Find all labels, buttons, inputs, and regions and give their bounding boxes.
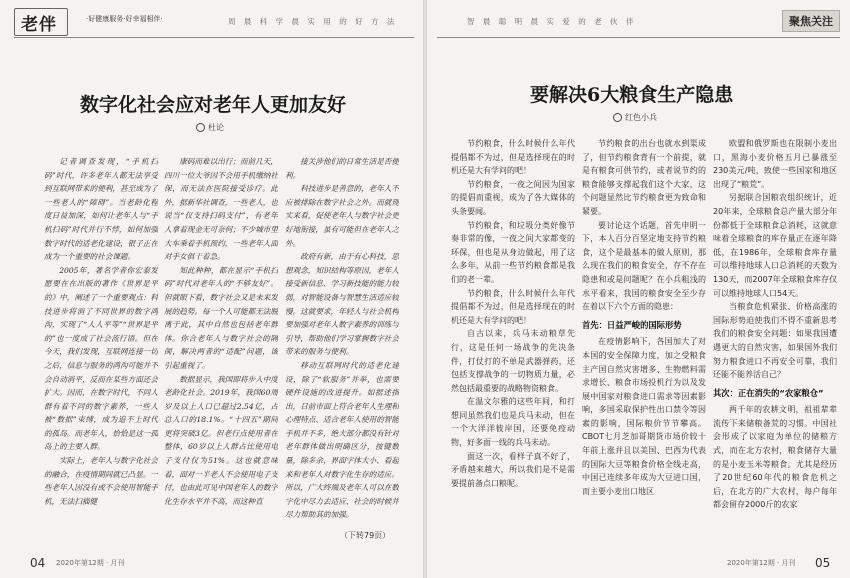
paragraph: 在温文尔雅的这些年间，和打想同虽然我们也是兵马未动，但在一个大洋洋彼岸国，还要免疫动物，好多面一线的兵马未动。 <box>451 397 575 448</box>
right-page <box>427 0 850 578</box>
paragraph: 实际上，老年人与数字化社会的融合，在疫情期间就已凸显。一些老年人因没有或不会使用智能手机，无法扫描健 <box>44 456 158 506</box>
paragraph: 要讨论这个话题，首先申明一下，本人百分百坚定地支持节约粮食，这个是最基本的做人原则，那么现在我们的粮食安全，存不存在隐患和或是问题呢？在小兵粗浅的水平看来，我国的粮食安全至少存在着以下六个方面的隐患： <box>582 220 706 312</box>
article-column-3 <box>285 155 399 525</box>
paragraph: 政府有新，由于有心科技，思想观念，知识结构等原因，老年人接受新信息、学习新技能的能力较弱，对智能设备与智慧生活适应较慢。这就要求，年轻人与社会机构要加强对老年人数字素养的训练与引导，帮助他们学习掌握数字社会带来的服务与便利。 <box>285 252 399 357</box>
paragraph: 节约粮食的出台也就水到渠成了，但节约粮食背有一个前提，就是有粮食可供节约，或者说节约的粮食能够支撑起我们这个大家，这个问题显然比节约粮食更为致命和紧要。 <box>582 139 706 216</box>
byline-circle-icon <box>196 123 205 132</box>
paragraph: 两千年的农耕文明，祖祖辈辈流传下来储粮备荒的习惯。中国社会形成了以家庭为单位的储粮方式，而在北方农村，粮食储存大量的是小麦玉米等粮食。尤其是经历了20世纪60年代的粮食危机之后，在北方的广大农村，每户每年都会留存2000斤的农家 <box>713 405 837 510</box>
header-rule <box>437 37 840 38</box>
paragraph: 节约粮食，什么时候什么年代提倡都不为过，但是选择现在的时机还是大有学问的吧！ <box>451 288 575 325</box>
paragraph: 另据联合国粮农组织统计，近20年来，全球粮食总产量大部分年份都低于全球粮食总消耗，这就意味着全球粮食的库存量正在逐年降低，在1986年，全球粮食库存量可以维持地球人口总消耗的天数为130天，而2007年全球粮食库存仅可以维持地球人口54天。 <box>713 193 837 298</box>
paragraph: 接关涉他们的日常生活是否便利。 <box>285 157 399 180</box>
article-column-2 <box>164 155 278 547</box>
author-name: 杜论 <box>208 123 224 132</box>
running-header-right: 智 晨 聪 明 晨 实 爱 的 老 伙 伴 <box>467 17 637 26</box>
paragraph: 康码而难以出行；而前几天，四川一位大爷因不会用手机缴纳社保，而无法在医院接受诊疗。此外，据新华社调查，一些老人，也说当“仅支持扫码支付”，有老年人拿着现金无可奈何；不少城市里大车乘着手机预约，一些老年人面对手女俱干着急。 <box>164 157 278 262</box>
masthead-tagline: ·好健康服务·好幸福相伴· <box>86 15 163 23</box>
header-rule <box>14 37 414 38</box>
paragraph: 面这一次，看样子真不好了，矛盾越来越大，所以我们是不是需要提前备点口粮呢。 <box>451 451 575 488</box>
page-number-left: 04 <box>30 556 46 570</box>
article-column-3 <box>713 137 837 547</box>
paragraph: 自古以来，兵马未动粮草先行，这是任何一场战争的先决条件，打仗打的不单是武器弹药，还包括支撑战争的一切物质力量，必然包括最重要的战略物资粮食。 <box>451 329 575 393</box>
section-tab: 聚焦关注 <box>782 10 840 32</box>
section-subhead: 其次：正在消失的“农家粮仓” <box>713 387 824 398</box>
paragraph: 欧盟和俄罗斯也在限制小麦出口，黑海小麦价格五月已暴涨至230美元/吨，致使一些国家和地区出现了“粮荒”。 <box>713 139 837 189</box>
article-column-1 <box>451 137 575 547</box>
article-column-2 <box>582 137 706 547</box>
continued-note: （下转79页） <box>340 531 391 540</box>
page-number-right: 05 <box>815 556 831 570</box>
paragraph: 记者调查发现，“手机扫码”时代，许多老年人都无法享受到互联网带来的便利，甚至成为了一些老人的“障碍”。当老龄化程度日益加深，如何让老年人与“手机扫码”时代并行不悖，如何加强数字时代的适老化建设，银子正在成为一个重要的社会课题。 <box>44 157 158 262</box>
paragraph: 节约粮食，和垃圾分类好像节奏非常的像，一夜之间大家都变的环保，但也是从身边做起，用了这么多年，从前一些节约粮食都是我们的老一辈。 <box>451 220 575 284</box>
section-subhead: 首先：日益严峻的国际形势 <box>582 319 682 330</box>
paragraph: 知此种种，都在显示“手机扫码”时代对老年人的“不够友好”。但就眼下看，数字社会又是未来发展的趋势。每一个人可能都无法脱离于此，其中自然也包括老年群体。你合老年人与数字社会的隔阂，解决两者的“适配”问题，该引起重视了。 <box>164 265 278 370</box>
left-page <box>0 0 423 578</box>
paragraph: 移动互联网时代的适老化建设，除了“软服务”并举，也需要硬件设施的改进提升。如据述指出，日前市面上符合老年人生理和心理特点、适合老年人使用的智能手机并不多，绝大部分都没有针对老年群体做出明确区分，按键数量，除多余，界面字体大小、看起来和老年人对数字化生存的适应。所以，广大终端及老年人可以在数字化中尽力去适应、社会的时候并尽力帮助其的加强。 <box>285 360 399 520</box>
running-header-left: 周 晨 科 学 晨 实 用 的 好 方 法 <box>228 17 398 26</box>
issue-label-left: 2020年第12期 · 月刊 <box>56 559 125 567</box>
paragraph: 2005年，著名学者你宏泰发愿要在在出版的著作《世界是平的》中，阐述了一个重要观点：科技进步将消了不同世界的数字鸿沟，实现了“人人平等”“世界是平的”也一度成了社会流行语。但在今天，我们发现，互联网连接一切之后，信息与服务的鸿沟可能并不会自动消平，反而在某些方面还会扩大。因而，在数字时代，不同人群有着不同的数字素养，一些人被“数据”束缚，成为追不上时代的孤岛。而老年人，恰恰是这一孤岛上的主要人群。 <box>44 265 158 452</box>
paragraph: 在疫情影响下，各国加大了对本国的安全保障力度，加之受粮食主产国自然灾害增多、生物燃料需求增长、粮食市场投机行为以及发展中国家对粮食进口需求等因素影响，多国采取保护性出口禁令等因素的影响，国际粮价节节攀高。CBOT七月芝加哥期货市场价较十年前上涨并且以美国、巴西为代表的国际大豆等粮食价格全线走高，中国已连续多年成为大豆进口国，而主要小麦出口地区 <box>582 337 706 496</box>
article-title: 要解决6大粮食生产隐患 <box>530 84 734 106</box>
article-byline <box>613 112 657 123</box>
paragraph: 节约粮食，什么时候什么年代提倡都不为过，但是选择现在的时机还是大有学问的吧！ <box>451 139 575 176</box>
paragraph: 节约粮食，一夜之间因为国家的提倡而重视，成为了各大媒体的头条要闻。 <box>451 179 575 216</box>
article-byline <box>196 122 224 133</box>
paragraph: 当粮食危机紧张、价格高涨的国际形势迫使我们不得不重新思考我们的粮食安全问题：如果我国遭遇更大的自然灾害，如果国外我们努力粮食进口不再安全可靠，我们还能不能养活自己？ <box>713 302 837 380</box>
article-title: 数字化社会应对老年人更加友好 <box>80 94 347 116</box>
magazine-logo <box>14 8 74 38</box>
paragraph: 科技进步是善意的，老年人不应被排除在数字社会之外。而就现实来看，促使老年人与数字社会更好地衔接，虽有可能但在老年人之外。 <box>285 184 399 248</box>
logo-text: 老伴 <box>21 15 57 35</box>
paragraph: 数据显示，我国即将步入中度老龄化社会。2019年，我国60周岁及以上人口已超过2.54亿，占总人口的18.1%。“十四五”期间更将突破3亿。但老行点使用者在整体，60岁以上人群占比使用电子支付仅为51%。这也就意味着，面对一半老人不会使用电子支付，也由此可见中国老年人的数字化生存水平并不高，而这种直 <box>164 374 278 506</box>
article-column-1 <box>44 155 158 547</box>
byline-circle-icon <box>613 113 622 122</box>
issue-label-right: 2020年第12期 · 月刊 <box>727 559 796 567</box>
author-name: 红色小兵 <box>625 113 657 122</box>
